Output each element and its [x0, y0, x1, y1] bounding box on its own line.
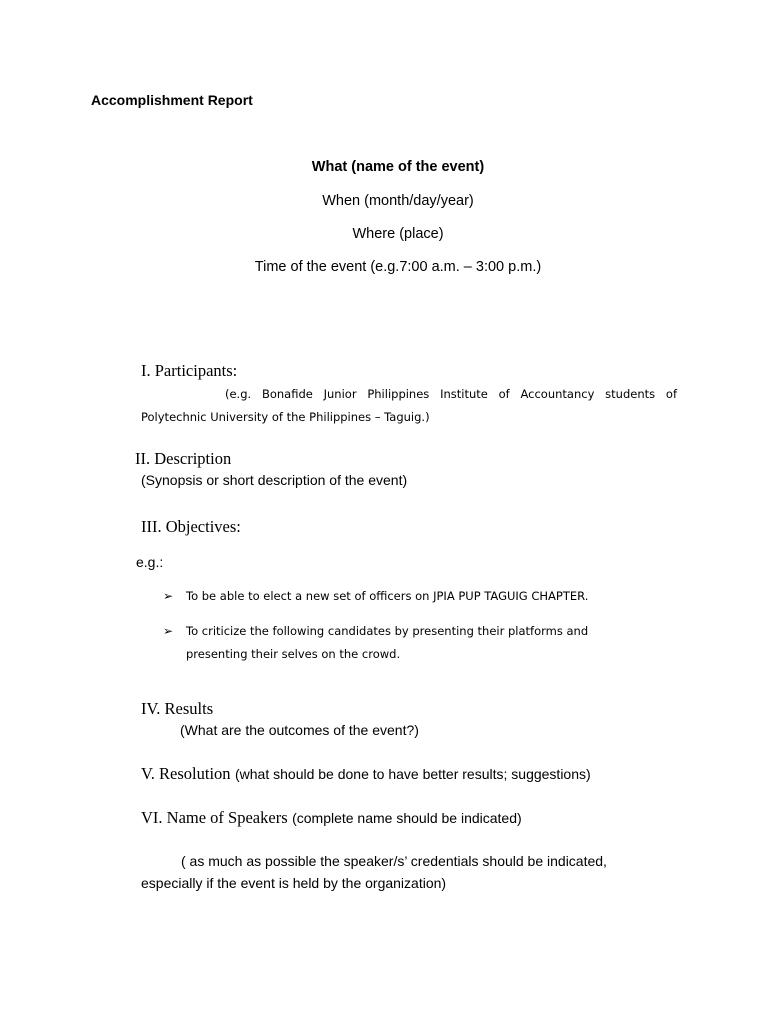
objectives-heading: III. Objectives: — [141, 517, 241, 536]
results-text: (What are the outcomes of the event?) — [180, 722, 419, 738]
speakers-text: (complete name should be indicated) — [292, 810, 522, 826]
resolution-line — [141, 764, 591, 784]
speakers-line — [141, 808, 522, 828]
arrow-bullet-icon: ➢ — [163, 624, 174, 638]
objectives-example-label: e.g.: — [136, 554, 164, 570]
event-place-line: Where (place) — [352, 226, 444, 242]
event-time-line: Time of the event (e.g.7:00 a.m. – 3:00 p.m.) — [254, 259, 542, 275]
results-heading: IV. Results — [141, 699, 214, 718]
event-date-line: When (month/day/year) — [322, 193, 474, 209]
event-name-line: What (name of the event) — [311, 159, 485, 175]
arrow-bullet-icon: ➢ — [163, 589, 174, 603]
objective-text: To criticize the following candidates by presenting their platforms and presenting their selves on the crowd. — [186, 624, 589, 661]
participants-heading: I. Participants: — [141, 361, 238, 380]
speakers-heading: VI. Name of Speakers — [141, 808, 288, 827]
document-title: Accomplishment Report — [91, 92, 253, 108]
speakers-credentials-note: ( as much as possible the speaker/s’ credentials should be indicated, especially if the event is held by the organization) — [141, 853, 607, 891]
description-text: (Synopsis or short description of the event) — [141, 472, 408, 488]
resolution-text: (what should be done to have better results; suggestions) — [235, 766, 591, 782]
participants-text: (e.g. Bonafide Junior Philippines Institute of Accountancy students of Polytechnic University of the Philippines – Taguig.) — [141, 387, 677, 424]
resolution-heading: V. Resolution — [141, 764, 231, 783]
description-heading: II. Description — [135, 449, 232, 468]
objective-text: To be able to elect a new set of officers on JPIA PUP TAGUIG CHAPTER. — [186, 589, 589, 603]
objective-item — [163, 585, 643, 608]
objective-item — [163, 620, 643, 666]
